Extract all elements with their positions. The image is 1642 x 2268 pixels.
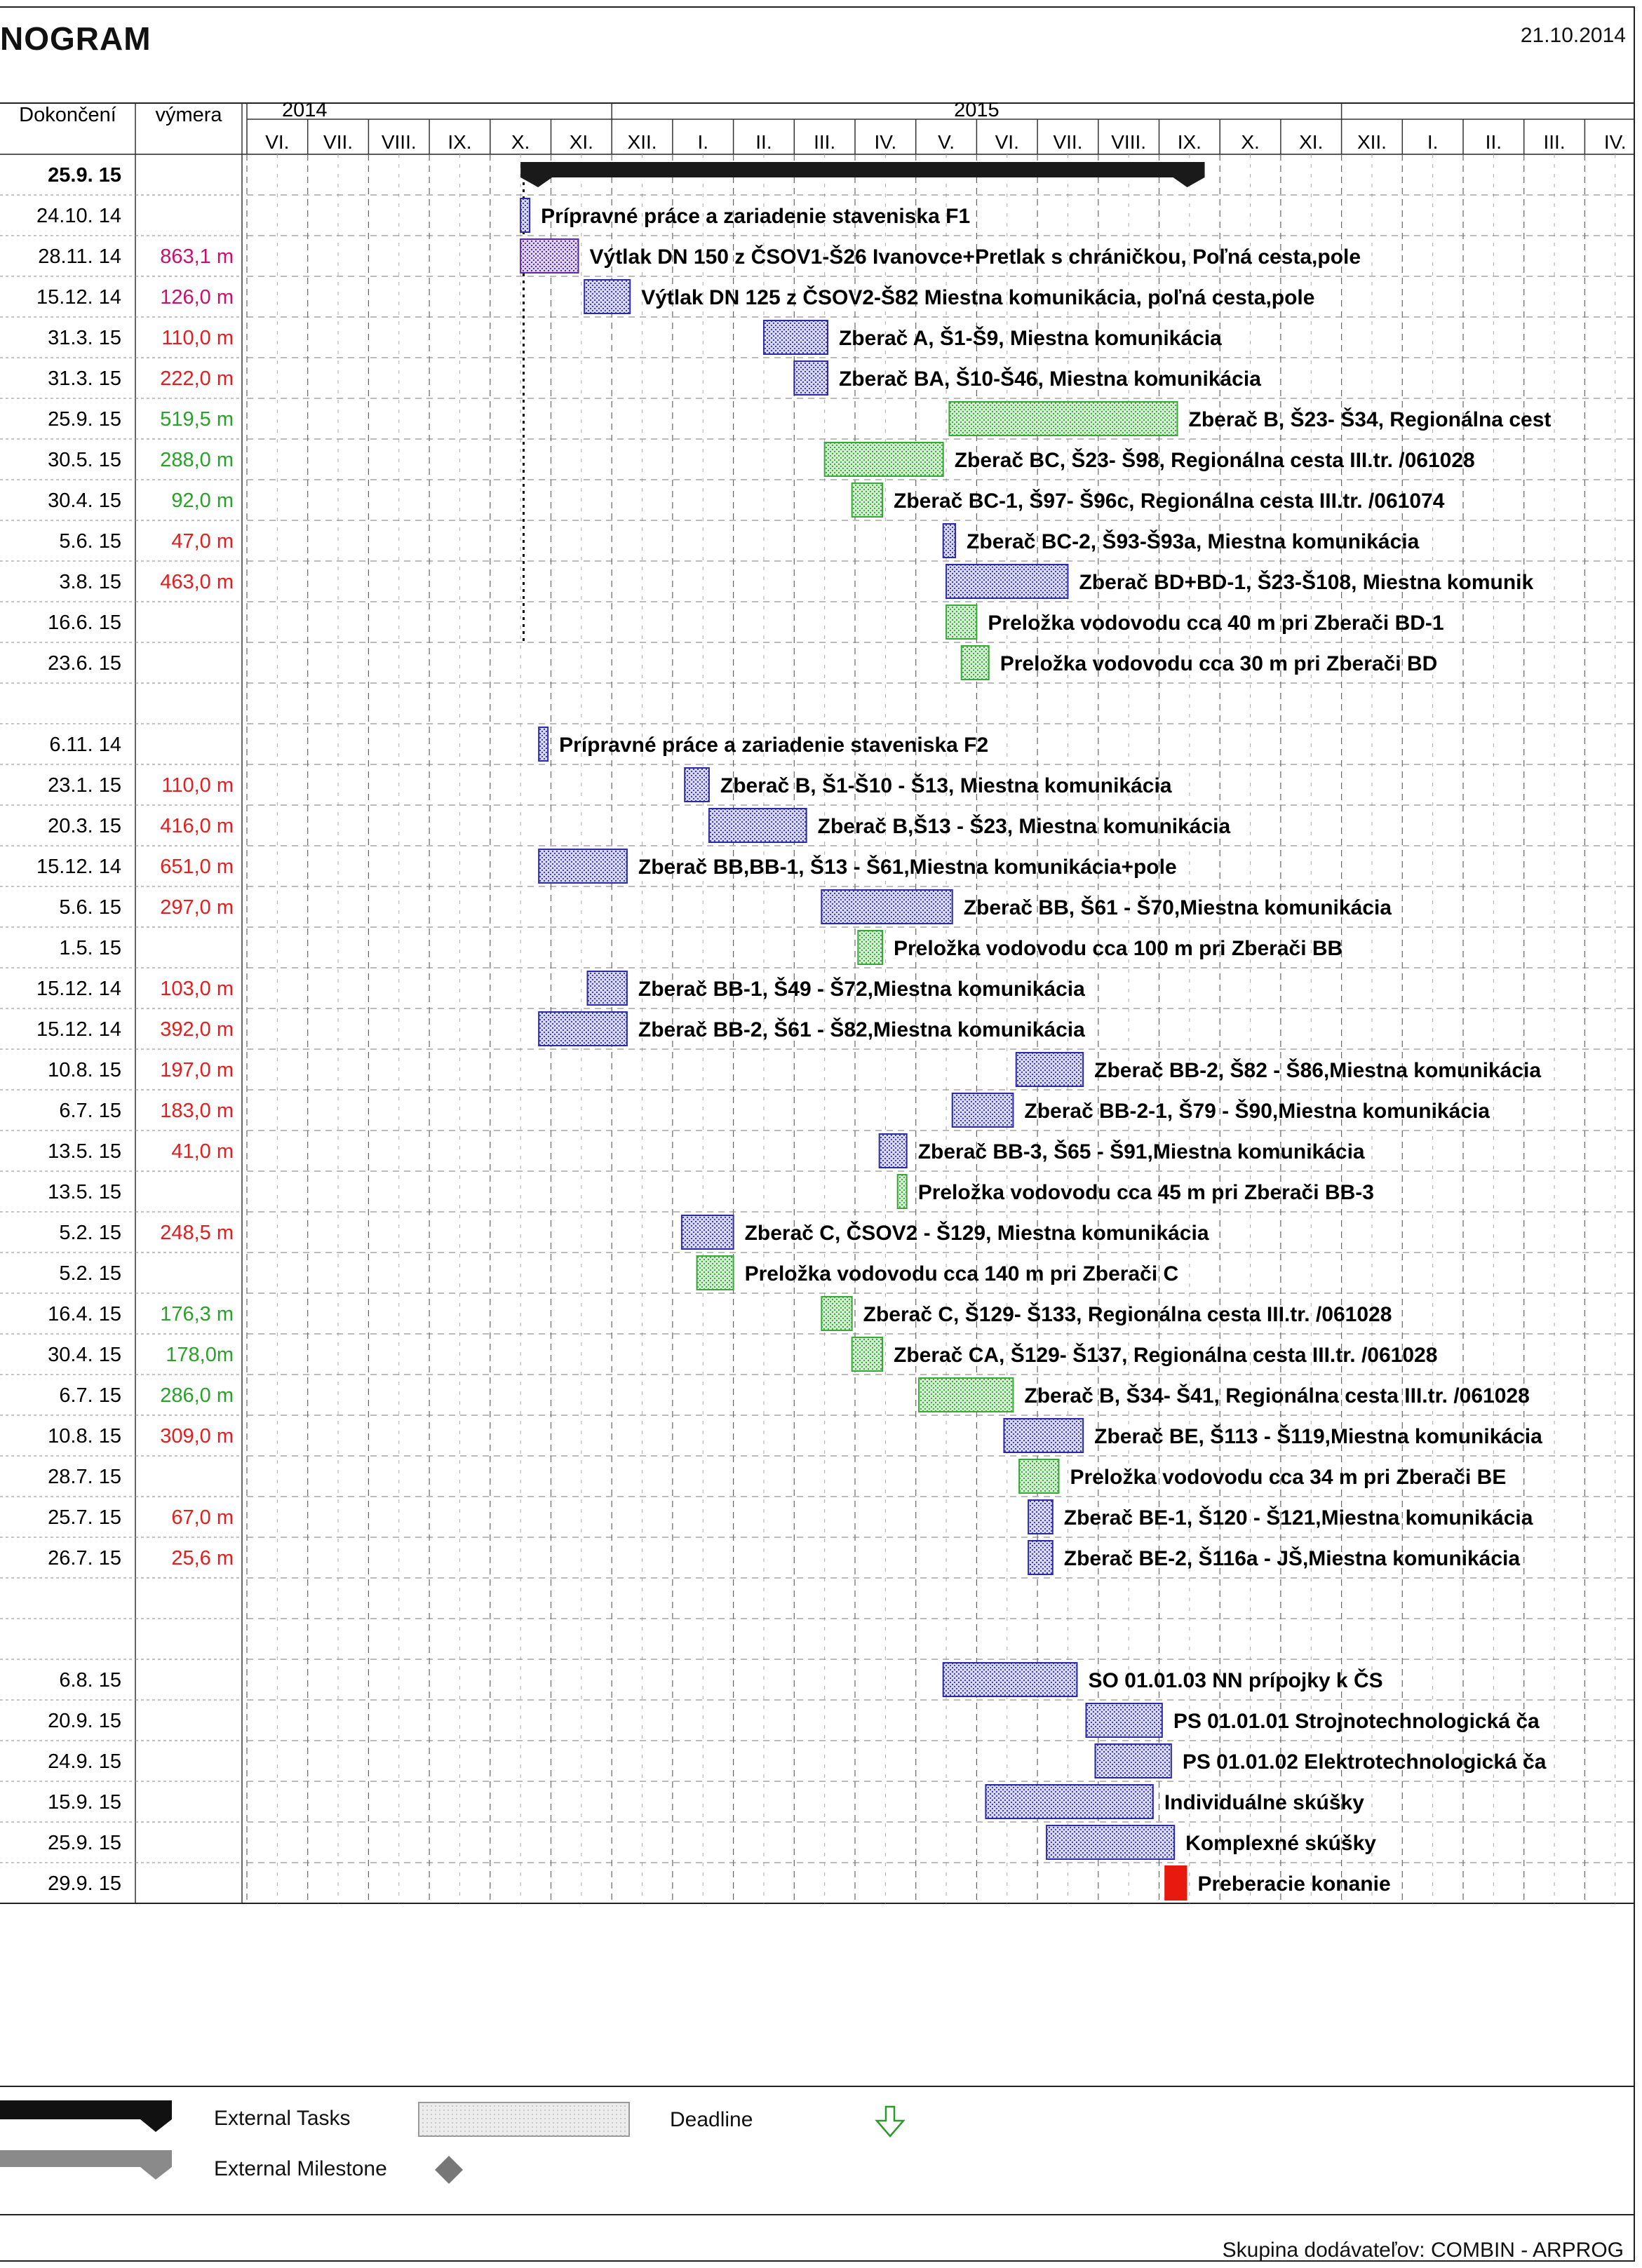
month-label: III. xyxy=(1543,131,1566,153)
task-completion-date: 5.6. 15 xyxy=(59,896,121,919)
task-name: Zberač B,Š13 - Š23, Miestna komunikácia xyxy=(817,815,1231,838)
month-label: X. xyxy=(511,131,530,153)
task-completion-date: 15.12. 14 xyxy=(36,286,121,309)
task-bar xyxy=(1019,1459,1058,1493)
month-label: VI. xyxy=(995,131,1019,153)
task-bar xyxy=(1047,1825,1174,1859)
task-bar xyxy=(946,605,976,639)
task-bar xyxy=(709,809,807,842)
task-completion-date: 15.12. 14 xyxy=(36,1018,121,1041)
task-completion-date: 6.8. 15 xyxy=(59,1669,121,1692)
timescale-header xyxy=(19,99,1634,154)
task-completion-date: 24.9. 15 xyxy=(48,1750,121,1773)
month-label: I. xyxy=(697,131,709,153)
task-quantity: 183,0 m xyxy=(160,1100,234,1122)
task-quantity: 519,5 m xyxy=(160,408,234,431)
task-name: Preložka vodovodu cca 30 m pri Zberači BD xyxy=(1000,652,1438,675)
task-bar xyxy=(953,1093,1014,1127)
task-name: Zberač BE-2, Š116a - JŠ,Miestna komunikácia xyxy=(1063,1547,1521,1570)
task-completion-date: 15.12. 14 xyxy=(36,978,121,1000)
task-completion-date: 25.7. 15 xyxy=(48,1506,121,1529)
task-name: Zberač C, ČSOV2 - Š129, Miestna komunikácia xyxy=(744,1222,1209,1245)
task-completion-date: 30.5. 15 xyxy=(48,449,121,471)
task-completion-date: 16.4. 15 xyxy=(48,1303,121,1325)
task-bar xyxy=(1016,1053,1083,1086)
task-completion-date: 13.5. 15 xyxy=(48,1181,121,1203)
task-name: Zberač BC-1, Š97- Š96c, Regionálna cesta III.tr. /061074 xyxy=(894,490,1445,513)
task-bar xyxy=(794,361,828,395)
task-bar xyxy=(539,1012,627,1046)
page-title: NOGRAM xyxy=(0,20,152,57)
task-completion-date: 20.9. 15 xyxy=(48,1710,121,1732)
task-bar xyxy=(520,198,530,232)
task-completion-date: 15.9. 15 xyxy=(48,1791,121,1814)
task-bar xyxy=(1086,1703,1162,1737)
task-quantity: 25,6 m xyxy=(171,1547,234,1570)
task-bar xyxy=(825,443,943,476)
legend xyxy=(0,2100,903,2184)
month-label: VII. xyxy=(1053,131,1083,153)
task-bar xyxy=(697,1256,734,1290)
task-quantity: 416,0 m xyxy=(160,815,234,837)
task-bar xyxy=(1028,1541,1053,1574)
legend-external-tasks-label: External Tasks xyxy=(214,2107,351,2130)
completion-column-header: Dokončení xyxy=(19,104,116,126)
task-completion-date: 31.3. 15 xyxy=(48,327,121,349)
task-quantity: 392,0 m xyxy=(160,1018,234,1041)
month-label: II. xyxy=(755,131,772,153)
task-name: Zberač BA, Š10-Š46, Miestna komunikácia xyxy=(838,367,1261,391)
task-completion-date: 10.8. 15 xyxy=(48,1059,121,1081)
task-name: Zberač A, Š1-Š9, Miestna komunikácia xyxy=(838,327,1222,350)
task-quantity: 47,0 m xyxy=(171,530,234,553)
month-label: V. xyxy=(938,131,955,153)
task-completion-date: 24.10. 14 xyxy=(36,205,121,227)
task-quantity: 110,0 m xyxy=(161,327,234,349)
task-name: PS 01.01.02 Elektrotechnologická ča xyxy=(1182,1750,1547,1774)
task-name: Zberač B, Š23- Š34, Regionálna cest xyxy=(1188,408,1552,431)
task-name: Preberacie konanie xyxy=(1197,1872,1391,1896)
month-label: IX. xyxy=(447,131,472,153)
task-bar xyxy=(852,1337,882,1371)
task-bar xyxy=(852,483,882,517)
task-quantity: 178,0m xyxy=(166,1344,234,1366)
month-label: VII. xyxy=(323,131,354,153)
month-label: VIII. xyxy=(1111,131,1147,153)
legend-external-milestone-label: External Milestone xyxy=(214,2157,387,2180)
deadline-arrow-icon xyxy=(877,2107,903,2136)
task-name: Preložka vodovodu cca 45 m pri Zberači BB-3 xyxy=(917,1181,1374,1204)
task-name: Prípravné práce a zariadenie staveniska F1 xyxy=(541,205,971,228)
task-name: Preložka vodovodu cca 140 m pri Zberači C xyxy=(744,1262,1179,1285)
task-quantity: 288,0 m xyxy=(160,449,234,471)
task-completion-date: 25.9. 15 xyxy=(48,408,121,431)
task-name: PS 01.01.01 Strojnotechnologická ča xyxy=(1173,1710,1540,1733)
task-bar xyxy=(1165,1866,1186,1900)
task-completion-date: 25.9. 15 xyxy=(48,1832,121,1854)
task-quantity: 248,5 m xyxy=(160,1222,234,1244)
task-quantity: 463,0 m xyxy=(160,571,234,593)
month-label: IV. xyxy=(1603,131,1627,153)
task-quantity: 110,0 m xyxy=(161,774,234,797)
month-label: III. xyxy=(814,131,836,153)
task-quantity: 176,3 m xyxy=(160,1303,234,1325)
task-completion-date: 13.5. 15 xyxy=(48,1140,121,1163)
month-label: XII. xyxy=(627,131,657,153)
task-bar xyxy=(943,524,955,558)
task-bar xyxy=(946,565,1068,598)
print-date: 21.10.2014 xyxy=(1520,24,1626,47)
task-name: Výtlak DN 150 z ČSOV1-Š26 Ivanovce+Pretlak s chráničkou, Poľná cesta,pole xyxy=(589,245,1361,269)
task-quantity: 222,0 m xyxy=(160,367,234,390)
task-quantity: 863,1 m xyxy=(160,245,234,268)
task-quantity: 126,0 m xyxy=(160,286,234,309)
task-name: Zberač BB, Š61 - Š70,Miestna komunikácia xyxy=(963,896,1392,919)
task-name: Zberač BC, Š23- Š98, Regionálna cesta III.tr. /061028 xyxy=(954,449,1475,472)
external-tasks-legend-swatch xyxy=(419,2102,629,2136)
task-name: Zberač C, Š129- Š133, Regionálna cesta III.tr. /061028 xyxy=(863,1303,1392,1326)
month-label: I. xyxy=(1427,131,1439,153)
task-bar xyxy=(1028,1500,1053,1534)
task-completion-date: 16.6. 15 xyxy=(48,612,121,634)
task-name: Prípravné práce a zariadenie staveniska F2 xyxy=(559,734,989,757)
task-bar xyxy=(584,280,630,313)
task-bar xyxy=(539,849,627,883)
month-label: VIII. xyxy=(381,131,417,153)
task-quantity: 67,0 m xyxy=(171,1506,234,1529)
task-completion-date: 23.1. 15 xyxy=(48,774,121,797)
task-completion-date: 28.7. 15 xyxy=(48,1466,121,1488)
task-completion-date: 5.2. 15 xyxy=(59,1262,121,1285)
task-bar xyxy=(588,971,627,1005)
quantity-column-header: výmera xyxy=(155,104,222,126)
task-bar xyxy=(1004,1419,1083,1452)
task-completion-date: 30.4. 15 xyxy=(48,1344,121,1366)
task-bar xyxy=(764,320,828,354)
task-completion-date: 1.5. 15 xyxy=(59,937,121,959)
task-name: Zberač BB,BB-1, Š13 - Š61,Miestna komunikácia+pole xyxy=(638,856,1177,879)
task-name: Zberač BE-1, Š120 - Š121,Miestna komunikácia xyxy=(1063,1506,1533,1530)
month-label: IV. xyxy=(874,131,897,153)
summary-completion: 25.9. 15 xyxy=(48,164,121,187)
task-completion-date: 6.7. 15 xyxy=(59,1384,121,1407)
task-quantity: 286,0 m xyxy=(160,1384,234,1407)
task-bar xyxy=(949,402,1177,436)
task-bar xyxy=(898,1175,907,1208)
month-label: XII. xyxy=(1357,131,1387,153)
task-completion-date: 6.11. 14 xyxy=(49,734,121,756)
task-bar xyxy=(962,646,989,680)
task-bar xyxy=(985,1785,1152,1818)
task-quantity: 92,0 m xyxy=(171,490,234,512)
task-quantity: 41,0 m xyxy=(171,1140,234,1163)
month-label: X. xyxy=(1241,131,1260,153)
task-name: Výtlak DN 125 z ČSOV2-Š82 Miestna komunikácia, poľná cesta,pole xyxy=(641,286,1315,309)
task-name: Komplexné skúšky xyxy=(1185,1832,1376,1855)
task-bar xyxy=(520,239,578,273)
task-name: Preložka vodovodu cca 40 m pri Zberači BD-1 xyxy=(988,612,1444,635)
task-completion-date: 6.7. 15 xyxy=(59,1100,121,1122)
task-completion-date: 3.8. 15 xyxy=(59,571,121,593)
task-name: Zberač BB-2, Š61 - Š82,Miestna komunikácia xyxy=(638,1018,1085,1041)
task-completion-date: 10.8. 15 xyxy=(48,1425,121,1447)
task-bar xyxy=(821,890,952,924)
month-label: IX. xyxy=(1177,131,1202,153)
footer-text: Skupina dodávateľov: COMBIN - ARPROG xyxy=(1222,2239,1624,2262)
task-quantity: 651,0 m xyxy=(160,856,234,878)
task-name: Preložka vodovodu cca 34 m pri Zberači BE xyxy=(1070,1466,1507,1489)
task-bar xyxy=(539,727,548,761)
task-bar xyxy=(858,931,882,964)
month-label: II. xyxy=(1485,131,1502,153)
task-name: SO 01.01.03 NN prípojky k ČS xyxy=(1088,1669,1383,1692)
task-bar xyxy=(919,1378,1013,1412)
task-name: Zberač B, Š34- Š41, Regionálna cesta III.tr. /061028 xyxy=(1024,1384,1530,1408)
task-name: Zberač BB-2, Š82 - Š86,Miestna komunikácia xyxy=(1094,1059,1542,1082)
legend-deadline-label: Deadline xyxy=(670,2108,753,2131)
task-bar xyxy=(682,1215,734,1249)
month-label: VI. xyxy=(265,131,290,153)
month-label: XI. xyxy=(569,131,593,153)
task-bar xyxy=(821,1297,852,1330)
task-name: Preložka vodovodu cca 100 m pri Zberači BB xyxy=(894,937,1343,960)
task-completion-date: 23.6. 15 xyxy=(48,652,121,675)
task-bar xyxy=(1095,1744,1171,1778)
task-quantity: 309,0 m xyxy=(160,1425,234,1447)
external-tasks-legend-bar xyxy=(0,2100,172,2132)
task-name: Zberač BD+BD-1, Š23-Š108, Miestna komunik xyxy=(1079,571,1534,594)
year-label: 2015 xyxy=(954,99,1000,121)
task-completion-date: 5.2. 15 xyxy=(59,1222,121,1244)
task-name: Zberač BB-2-1, Š79 - Š90,Miestna komunikácia xyxy=(1024,1100,1490,1123)
task-name: Zberač B, Š1-Š10 - Š13, Miestna komunikácia xyxy=(720,774,1172,797)
task-bar xyxy=(880,1134,907,1168)
task-name: Zberač CA, Š129- Š137, Regionálna cesta III.tr. /061028 xyxy=(894,1344,1438,1367)
diamond-icon xyxy=(435,2156,463,2184)
task-completion-date: 20.3. 15 xyxy=(48,815,121,837)
task-name: Individuálne skúšky xyxy=(1164,1791,1364,1814)
external-milestone-legend-bar xyxy=(0,2150,172,2180)
task-name: Zberač BB-3, Š65 - Š91,Miestna komunikácia xyxy=(917,1140,1365,1163)
task-quantity: 297,0 m xyxy=(160,896,234,919)
task-completion-date: 5.6. 15 xyxy=(59,530,121,553)
project-summary-bar xyxy=(520,162,1204,187)
month-label: XI. xyxy=(1299,131,1324,153)
task-quantity: 197,0 m xyxy=(160,1059,234,1081)
year-label: 2014 xyxy=(282,99,328,121)
task-completion-date: 26.7. 15 xyxy=(48,1547,121,1570)
task-quantity: 103,0 m xyxy=(160,978,234,1000)
task-completion-date: 15.12. 14 xyxy=(36,856,121,878)
task-completion-date: 31.3. 15 xyxy=(48,367,121,390)
task-name: Zberač BC-2, Š93-Š93a, Miestna komunikácia xyxy=(967,530,1420,553)
task-completion-date: 28.11. 14 xyxy=(38,245,121,268)
task-completion-date: 29.9. 15 xyxy=(48,1872,121,1895)
task-bar xyxy=(943,1663,1077,1696)
task-name: Zberač BE, Š113 - Š119,Miestna komunikácia xyxy=(1094,1425,1542,1448)
task-completion-date: 30.4. 15 xyxy=(48,490,121,512)
task-bar xyxy=(685,768,709,802)
task-name: Zberač BB-1, Š49 - Š72,Miestna komunikácia xyxy=(638,978,1085,1001)
